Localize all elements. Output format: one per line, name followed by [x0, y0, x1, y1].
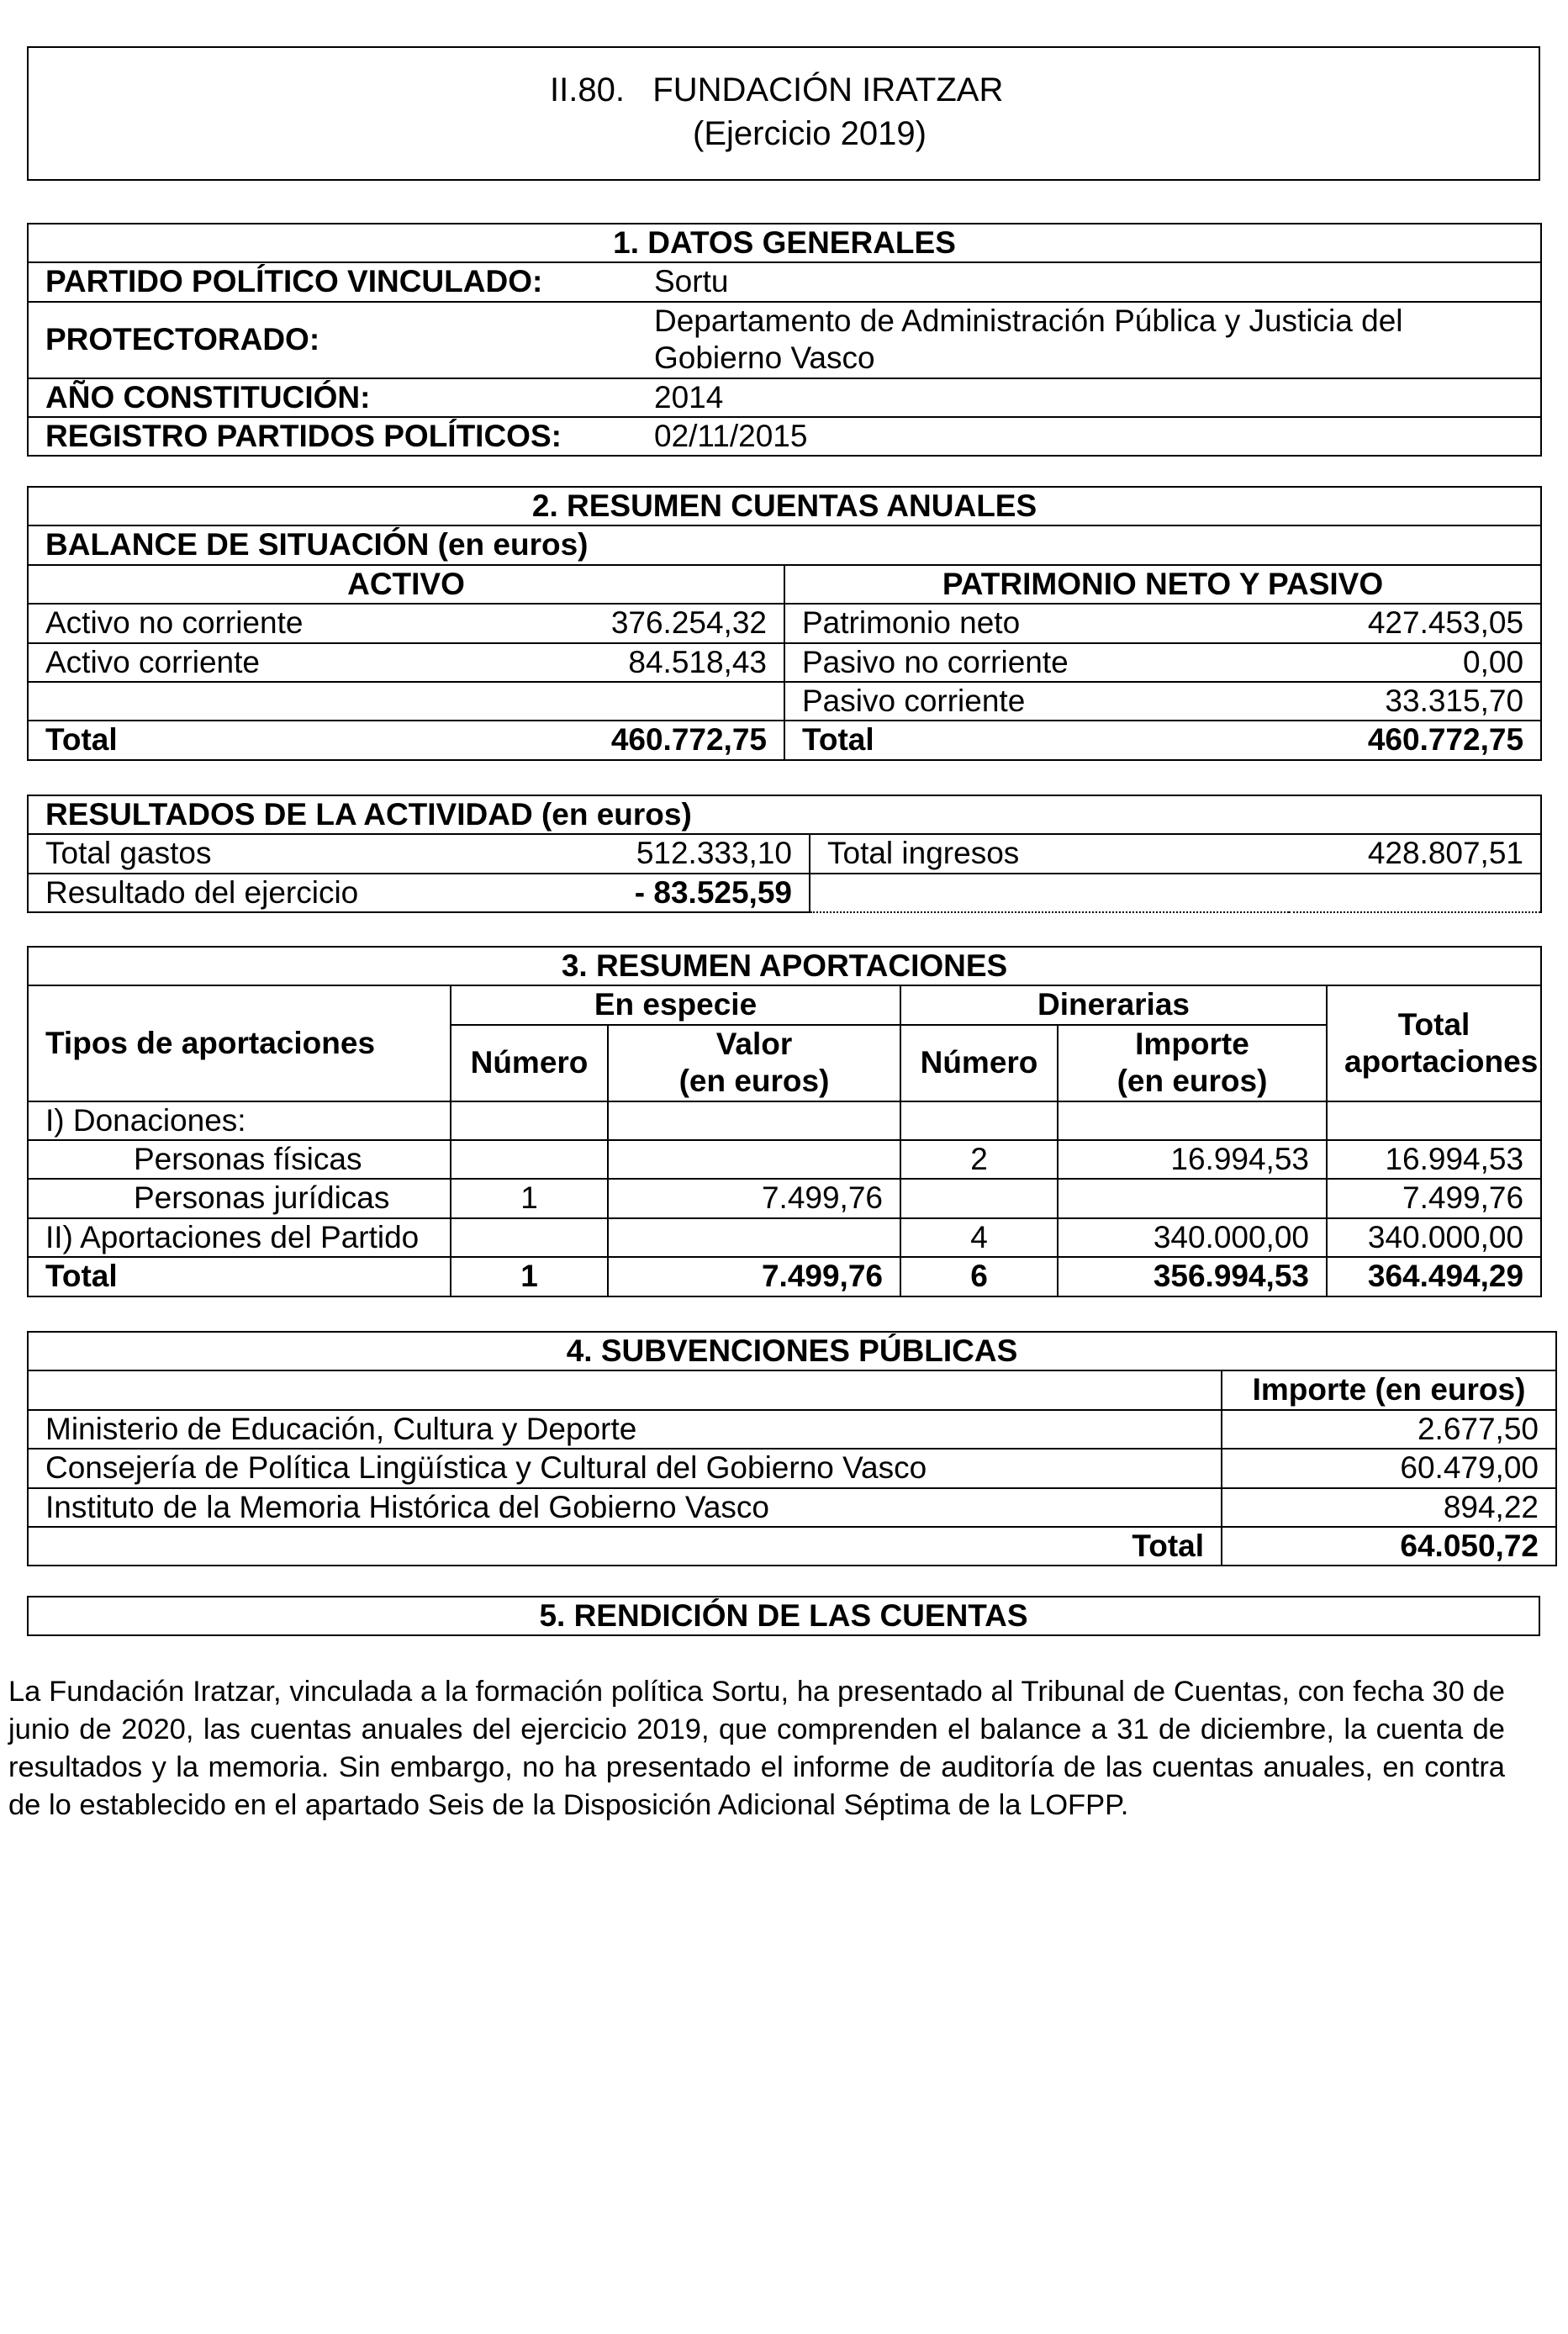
- numero-dinerarias: [900, 1179, 1058, 1217]
- empty-cell: [810, 874, 1289, 912]
- activo-value: 84.518,43: [473, 643, 784, 682]
- total-valor-especie: 7.499,76: [608, 1257, 900, 1296]
- numero-dinerarias: 2: [900, 1140, 1058, 1179]
- resultado-value: - 83.525,59: [473, 874, 810, 912]
- importe-column-header: Importe (en euros): [1222, 1370, 1556, 1409]
- total-numero-especie: 1: [451, 1257, 608, 1296]
- activo-value: 376.254,32: [473, 604, 784, 642]
- activo-header: ACTIVO: [28, 565, 784, 604]
- subsidy-entity: Consejería de Política Lingüística y Cultural del Gobierno Vasco: [28, 1449, 1222, 1487]
- importe-dinerarias: 16.994,53: [1058, 1140, 1327, 1179]
- rendicion-paragraph: La Fundación Iratzar, vinculada a la formación política Sortu, ha presentado al Tribunal de Cuentas, con fecha 30 de junio de 2020, las cuentas anuales del ejercicio 2019, que comprenden el balance a 31 de diciembre, la cuenta de resultados y la memoria. Sin embargo, no ha presentado el informe de auditoría de las cuentas anuales, en contra de lo establecido en el apartado Seis de la Disposición Adicional Séptima de la LOFPP.: [8, 1676, 1505, 1821]
- total-aportaciones-header: [1327, 985, 1541, 1101]
- document-title-box: [27, 46, 1540, 181]
- contributions-title: 3. RESUMEN APORTACIONES: [28, 947, 1541, 985]
- numero-especie: [451, 1101, 608, 1140]
- dinerarias-header: Dinerarias: [900, 985, 1327, 1024]
- activo-label: Activo corriente: [28, 643, 473, 682]
- exercise-year: (Ejercicio 2019): [693, 115, 927, 152]
- general-label: REGISTRO PARTIDOS POLÍTICOS:: [28, 417, 637, 456]
- subsidy-amount: 60.479,00: [1222, 1449, 1556, 1487]
- ingresos-label: Total ingresos: [810, 834, 1289, 873]
- general-label: PARTIDO POLÍTICO VINCULADO:: [28, 262, 637, 301]
- numero-dinerarias: 4: [900, 1218, 1058, 1257]
- rendicion-title: 5. RENDICIÓN DE LAS CUENTAS: [28, 1597, 1539, 1635]
- activo-total-value: 460.772,75: [473, 721, 784, 759]
- total-aportacion: [1327, 1101, 1541, 1140]
- importe-header: [1058, 1025, 1327, 1101]
- results-table: [27, 795, 1542, 913]
- gastos-label: Total gastos: [28, 834, 473, 873]
- document-title: [550, 71, 1003, 109]
- total-aportacion: 7.499,76: [1327, 1179, 1541, 1217]
- valor-label: Valor: [715, 1026, 793, 1061]
- subsidy-amount: 894,22: [1222, 1488, 1556, 1527]
- section-number: II.80.: [550, 71, 625, 108]
- balance-title: BALANCE DE SITUACIÓN (en euros): [28, 525, 1541, 564]
- pasivo-value: 427.453,05: [1272, 604, 1541, 642]
- importe-label: Importe: [1135, 1026, 1249, 1061]
- importe-dinerarias: [1058, 1179, 1327, 1217]
- importe-dinerarias: 340.000,00: [1058, 1218, 1327, 1257]
- resultado-label: Resultado del ejercicio: [28, 874, 473, 912]
- contribution-type: Personas jurídicas: [28, 1179, 451, 1217]
- pasivo-label: Pasivo corriente: [784, 682, 1272, 721]
- valor-especie: [608, 1101, 900, 1140]
- total-importe-dinerarias: 356.994,53: [1058, 1257, 1327, 1296]
- subsidy-amount: 2.677,50: [1222, 1410, 1556, 1449]
- activo-label: Activo no corriente: [28, 604, 473, 642]
- valor-especie: 7.499,76: [608, 1179, 900, 1217]
- pasivo-value: 0,00: [1272, 643, 1541, 682]
- pasivo-header: PATRIMONIO NETO Y PASIVO: [784, 565, 1541, 604]
- general-label: PROTECTORADO:: [28, 302, 637, 378]
- tipos-header: Tipos de aportaciones: [28, 985, 451, 1101]
- importe-unit: (en euros): [1117, 1064, 1268, 1099]
- gastos-value: 512.333,10: [473, 834, 810, 873]
- contribution-type: I) Donaciones:: [28, 1101, 451, 1140]
- importe-dinerarias: [1058, 1101, 1327, 1140]
- numero-especie: [451, 1218, 608, 1257]
- total-aportaciones-value: 364.494,29: [1327, 1257, 1541, 1296]
- valor-especie: [608, 1140, 900, 1179]
- empty-cell: [1289, 874, 1541, 912]
- numero-dinerarias-header: Número: [900, 1025, 1058, 1101]
- total-aportacion: 16.994,53: [1327, 1140, 1541, 1179]
- numero-dinerarias: [900, 1101, 1058, 1140]
- subsidies-table: [27, 1331, 1557, 1566]
- contributions-table: [27, 946, 1542, 1297]
- general-value: 02/11/2015: [637, 417, 1541, 456]
- contributions-total-label: Total: [28, 1257, 451, 1296]
- subsidies-title: 4. SUBVENCIONES PÚBLICAS: [28, 1332, 1556, 1370]
- subsidies-total-value: 64.050,72: [1222, 1527, 1556, 1566]
- balance-table: [27, 486, 1542, 761]
- accounts-title: 2. RESUMEN CUENTAS ANUALES: [28, 487, 1541, 525]
- activo-value: [473, 682, 784, 721]
- pasivo-total-value: 460.772,75: [1272, 721, 1541, 759]
- activo-label: [28, 682, 473, 721]
- activo-total-label: Total: [28, 721, 473, 759]
- total-header-line2: aportaciones: [1344, 1043, 1539, 1079]
- general-value: Sortu: [637, 262, 1541, 301]
- rendicion-table: [27, 1596, 1540, 1636]
- numero-especie: 1: [451, 1179, 608, 1217]
- valor-header: [608, 1025, 900, 1101]
- empty-cell: [28, 1370, 1222, 1409]
- contribution-type: Personas físicas: [28, 1140, 451, 1179]
- pasivo-value: 33.315,70: [1272, 682, 1541, 721]
- ingresos-value: 428.807,51: [1289, 834, 1541, 873]
- subsidy-entity: Ministerio de Educación, Cultura y Deporte: [28, 1410, 1222, 1449]
- numero-especie: [451, 1140, 608, 1179]
- total-aportacion: 340.000,00: [1327, 1218, 1541, 1257]
- total-header-line1: Total: [1397, 1006, 1470, 1042]
- pasivo-total-label: Total: [784, 721, 1272, 759]
- subsidies-total-label: Total: [28, 1527, 1222, 1566]
- especie-header: En especie: [451, 985, 900, 1024]
- subsidy-entity: Instituto de la Memoria Histórica del Gobierno Vasco: [28, 1488, 1222, 1527]
- total-numero-dinerarias: 6: [900, 1257, 1058, 1296]
- general-data-table: [27, 223, 1542, 457]
- foundation-name: FUNDACIÓN IRATZAR: [652, 71, 1004, 108]
- pasivo-label: Pasivo no corriente: [784, 643, 1272, 682]
- general-data-title: 1. DATOS GENERALES: [28, 224, 1541, 262]
- results-title: RESULTADOS DE LA ACTIVIDAD (en euros): [28, 795, 1541, 834]
- valor-unit: (en euros): [678, 1064, 830, 1099]
- pasivo-label: Patrimonio neto: [784, 604, 1272, 642]
- general-value: 2014: [637, 378, 1541, 417]
- general-value: Departamento de Administración Pública y Justicia del Gobierno Vasco: [637, 302, 1541, 378]
- numero-especie-header: Número: [451, 1025, 608, 1101]
- general-label: AÑO CONSTITUCIÓN:: [28, 378, 637, 417]
- valor-especie: [608, 1218, 900, 1257]
- contribution-type: II) Aportaciones del Partido: [28, 1218, 451, 1257]
